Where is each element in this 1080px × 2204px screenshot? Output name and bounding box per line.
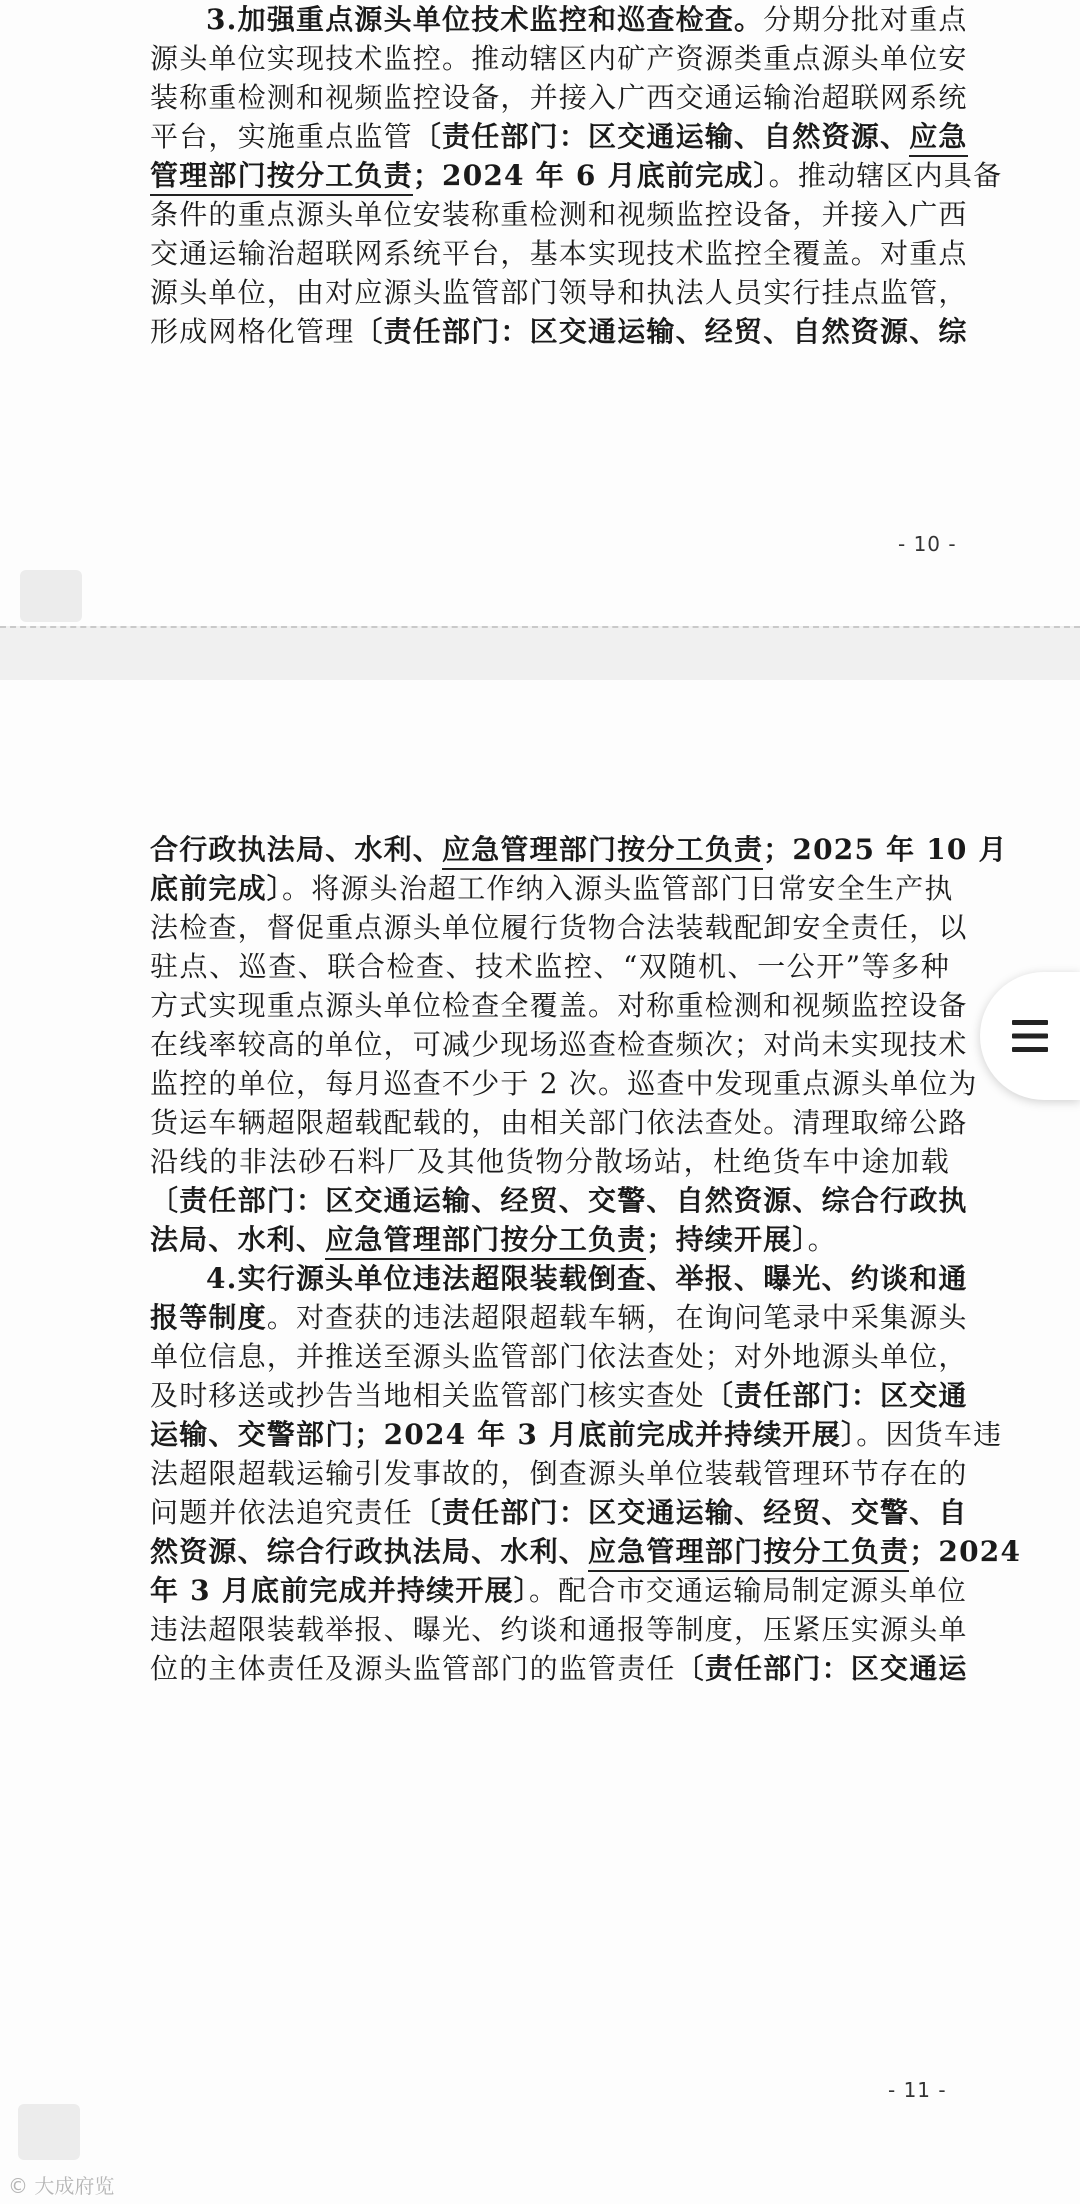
text-run: 方式实现重点源头单位检查全覆盖。对称重检测和视频监控设备 — [150, 989, 968, 1022]
text-line — [150, 1298, 968, 1337]
text-run: 及时移送或抄告当地相关监管部门核实查处 — [150, 1379, 705, 1412]
page-separator — [0, 626, 1080, 682]
bold-text: ；2024 — [909, 1535, 1022, 1568]
text-run: 。推动辖区内具备 — [768, 159, 1003, 192]
bold-text: 法局、水利、 — [150, 1223, 326, 1256]
text-line — [150, 869, 954, 908]
bold-text: 3.加强重点源头单位技术监控和巡查检查。 — [206, 3, 764, 36]
bold-text: 底前完成〕 — [150, 872, 283, 905]
bold-text: ；持续开展〕 — [646, 1223, 808, 1256]
document-page-11 — [0, 680, 1080, 2204]
bold-text: 报等制度 — [150, 1301, 267, 1334]
text-line — [150, 986, 968, 1025]
underlined-text: 应急管理部门按分工负责 — [442, 833, 763, 870]
bold-text: ；2025 年 10 月 — [763, 833, 1008, 866]
text-run: 。将源头治超工作纳入源头监管部门日常安全生产执 — [282, 872, 954, 905]
bold-text: 〔责任部门：区交通运输、经贸、自然资源、综 — [354, 315, 968, 348]
text-line — [150, 1415, 1003, 1454]
text-line — [150, 1493, 968, 1532]
text-line — [150, 908, 968, 947]
text-run: 源头单位，由对应源头监管部门领导和执法人员实行挂点监管， — [150, 276, 968, 309]
text-line — [150, 1454, 968, 1493]
text-run: 分期分批对重点 — [763, 3, 968, 36]
scan-smudge — [20, 570, 82, 622]
text-run: 法超限超载运输引发事故的，倒查源头单位装载管理环节存在的 — [150, 1457, 968, 1490]
text-run: 。配合市交通运输局制定源头单位 — [528, 1574, 967, 1607]
underlined-text: 应急管理部门按分工负责 — [588, 1535, 909, 1572]
text-run: 源头单位实现技术监控。推动辖区内矿产资源类重点源头单位安 — [150, 42, 968, 75]
text-line — [150, 1025, 968, 1064]
text-line — [150, 1103, 968, 1142]
text-line — [150, 195, 968, 234]
bold-text: 合行政执法局、水利、 — [150, 833, 443, 866]
bold-text: 年 3 月底前完成并持续开展〕 — [150, 1574, 529, 1607]
page-11-text — [150, 830, 1022, 1688]
text-run: 监控的单位，每月巡查不少于 2 次。巡查中发现重点源头单位为 — [150, 1067, 978, 1100]
text-run: 交通运输治超联网系统平台，基本实现技术监控全覆盖。对重点 — [150, 237, 968, 270]
text-line — [150, 830, 1008, 869]
text-line — [150, 1259, 968, 1298]
text-line — [150, 0, 968, 39]
text-run: 位的主体责任及源头监管部门的监管责任 — [150, 1652, 676, 1685]
text-run: 装称重检测和视频监控设备，并接入广西交通运输治超联网系统 — [150, 81, 968, 114]
bold-text: 〔责任部门：区交通运输、自然资源、 — [412, 120, 910, 153]
text-run: 单位信息，并推送至源头监管部门依法查处；对外地源头单位， — [150, 1340, 968, 1373]
bold-text: 4.实行源头单位违法超限装载倒查、举报、曝光、约谈和通 — [206, 1262, 968, 1295]
text-run: 。因货车违 — [856, 1418, 1003, 1451]
underlined-text: 应急管理部门按分工负责 — [325, 1223, 646, 1260]
page-number: - 10 - — [898, 532, 957, 556]
text-line — [150, 39, 968, 78]
text-line — [150, 273, 968, 312]
bold-text: ；2024 年 6 月底前完成〕 — [412, 159, 769, 192]
text-run: 平台，实施重点监管 — [150, 120, 413, 153]
watermark: © 大成府览 — [8, 2174, 115, 2198]
text-run: 驻点、巡查、联合检查、技术监控、“双随机、一公开”等多种 — [150, 950, 950, 983]
text-run: 法检查，督促重点源头单位履行货物合法装载配卸安全责任，以 — [150, 911, 968, 944]
text-line — [150, 156, 1003, 195]
text-line — [150, 78, 968, 117]
page-number: - 11 - — [888, 2078, 947, 2102]
bold-text: 〔责任部门：区交通运输、经贸、交警、自 — [412, 1496, 968, 1529]
text-run: 在线率较高的单位，可减少现场巡查检查频次；对尚未实现技术 — [150, 1028, 968, 1061]
text-run: 违法超限装载举报、曝光、约谈和通报等制度，压紧压实源头单 — [150, 1613, 968, 1646]
text-line — [150, 1532, 1022, 1571]
text-line — [150, 1337, 968, 1376]
bold-text: 然资源、综合行政执法局、水利、 — [150, 1535, 589, 1568]
text-line — [150, 312, 968, 351]
bold-text: 〔责任部门：区交通 — [704, 1379, 968, 1412]
text-line — [150, 1181, 968, 1220]
underlined-text: 应急 — [909, 120, 967, 157]
text-line — [150, 947, 950, 986]
document-page-10 — [0, 0, 1080, 626]
page-10-text — [150, 0, 1003, 351]
text-line — [150, 1571, 967, 1610]
text-run: 。 — [807, 1223, 837, 1256]
bold-text: 〔责任部门：区交通运输、经贸、交警、自然资源、综合行政执 — [150, 1184, 968, 1217]
scan-smudge — [18, 2104, 80, 2160]
bold-text: 〔责任部门：区交通运 — [675, 1652, 968, 1685]
text-run: 条件的重点源头单位安装称重检测和视频监控设备，并接入广西 — [150, 198, 968, 231]
text-run: 形成网格化管理 — [150, 315, 355, 348]
text-line — [150, 1649, 968, 1688]
text-run: 沿线的非法砂石料厂及其他货物分散场站，杜绝货车中途加载 — [150, 1145, 950, 1178]
text-line — [150, 1142, 950, 1181]
text-line — [150, 1610, 968, 1649]
underlined-text: 管理部门按分工负责 — [150, 159, 413, 196]
bold-text: 运输、交警部门；2024 年 3 月底前完成并持续开展〕 — [150, 1418, 857, 1451]
text-line — [150, 1064, 978, 1103]
text-line — [150, 117, 968, 156]
text-line — [150, 234, 968, 273]
text-run: 问题并依法追究责任 — [150, 1496, 413, 1529]
text-run: 。对查获的违法超限超载车辆，在询问笔录中采集源头 — [266, 1301, 968, 1334]
text-line — [150, 1376, 968, 1415]
text-run: 货运车辆超限超载配载的，由相关部门依法查处。清理取缔公路 — [150, 1106, 968, 1139]
text-line — [150, 1220, 950, 1259]
hamburger-menu-icon — [1010, 1018, 1050, 1054]
